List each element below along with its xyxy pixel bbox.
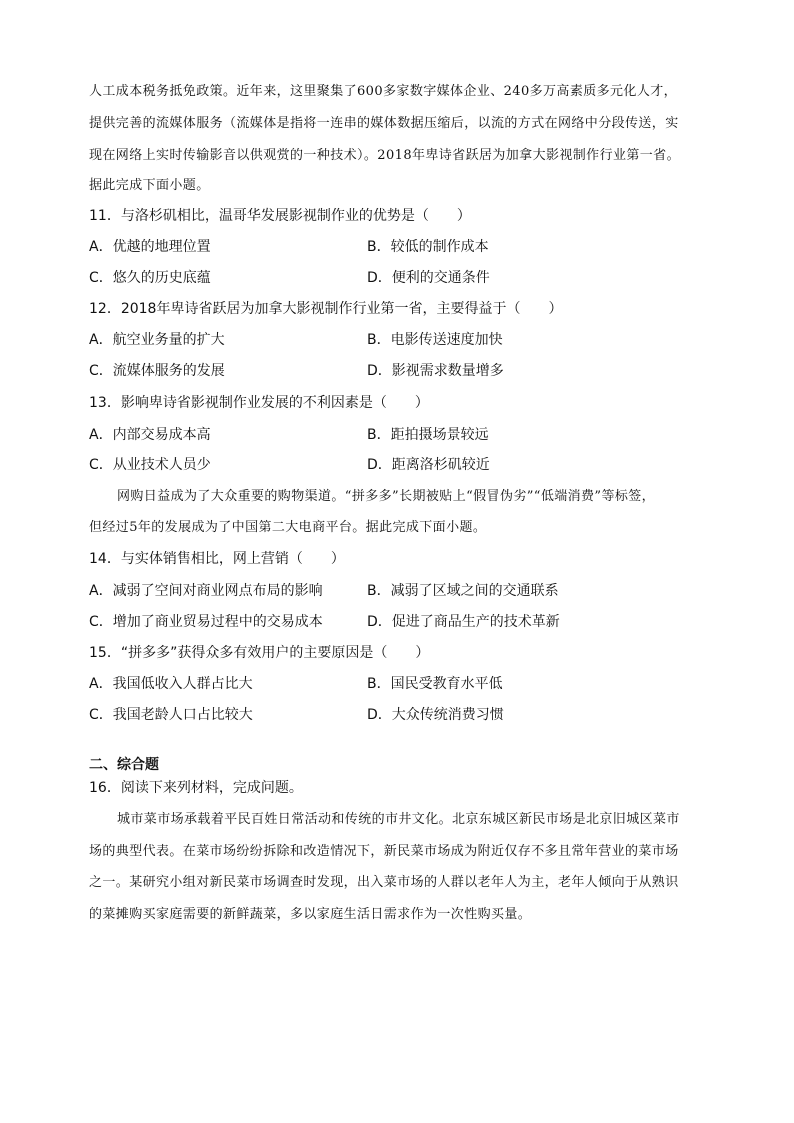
question-11-stem: 11．与洛杉矶相比，温哥华发展影视制作业的优势是（ ） bbox=[89, 208, 471, 224]
material3-line: 城市菜市场承载着平民百姓日常活动和传统的市井文化。北京东城区新民市场是北京旧城区菜市 bbox=[117, 812, 680, 827]
section-2-title: 二、综合题 bbox=[89, 757, 159, 773]
material3-line: 的菜摊购买家庭需要的新鲜蔬菜，多以家庭生活日需求作为一次性购买量。 bbox=[89, 907, 532, 922]
question-13-stem: 13．影响卑诗省影视制作业发展的不利因素是（ ） bbox=[89, 395, 429, 411]
q12-option-b: B．电影传送速度加快 bbox=[367, 332, 503, 348]
q12-option-d: D．影视需求数量增多 bbox=[367, 363, 504, 379]
material1-line: 提供完善的流媒体服务（流媒体是指将一连串的媒体数据压缩后，以流的方式在网络中分段传送，实 bbox=[89, 116, 679, 131]
q13-option-b: B．距拍摄场景较远 bbox=[367, 427, 489, 443]
material2-line: 但经过5年的发展成为了中国第二大电商平台。据此完成下面小题。 bbox=[89, 520, 487, 535]
material1-line: 据此完成下面小题。 bbox=[89, 178, 210, 193]
material3-line: 场的典型代表。在菜市场纷纷拆除和改造情况下，新民菜市场成为附近仅存不多且常年营业的菜市场 bbox=[89, 844, 679, 859]
material2-line: 网购日益成为了大众重要的购物渠道。“拼多多”长期被贴上“假冒伪劣”“低端消费”等标签， bbox=[117, 489, 656, 504]
q14-option-a: A．减弱了空间对商业网点布局的影响 bbox=[89, 583, 323, 599]
q15-option-b: B．国民受教育水平低 bbox=[367, 676, 503, 692]
q11-option-a: A．优越的地理位置 bbox=[89, 239, 211, 255]
q15-option-d: D．大众传统消费习惯 bbox=[367, 707, 504, 723]
material1-line: 人工成本税务抵免政策。近年来，这里聚集了600多家数字媒体企业、240多万高素质多元化人才， bbox=[89, 84, 678, 99]
q13-option-c: C．从业技术人员少 bbox=[89, 457, 211, 473]
q14-option-b: B．减弱了区域之间的交通联系 bbox=[367, 583, 559, 599]
q12-option-c: C．流媒体服务的发展 bbox=[89, 363, 225, 379]
q12-option-a: A．航空业务量的扩大 bbox=[89, 332, 225, 348]
q13-option-a: A．内部交易成本高 bbox=[89, 427, 211, 443]
material3-line: 之一。某研究小组对新民菜市场调查时发现，出入菜市场的人群以老年人为主，老年人倾向于从熟识 bbox=[89, 875, 679, 890]
q14-option-d: D．促进了商品生产的技术革新 bbox=[367, 614, 560, 630]
question-14-stem: 14．与实体销售相比，网上营销（ ） bbox=[89, 551, 345, 567]
q13-option-d: D．距离洛杉矶较近 bbox=[367, 457, 490, 473]
question-15-stem: 15．“拼多多”获得众多有效用户的主要原因是（ ） bbox=[89, 645, 430, 661]
q11-option-c: C．悠久的历史底蕴 bbox=[89, 270, 211, 286]
q14-option-c: C．增加了商业贸易过程中的交易成本 bbox=[89, 614, 323, 630]
q15-option-c: C．我国老龄人口占比较大 bbox=[89, 707, 253, 723]
q15-option-a: A．我国低收入人群占比大 bbox=[89, 676, 253, 692]
question-12-stem: 12．2018年卑诗省跃居为加拿大影视制作行业第一省，主要得益于（ ） bbox=[89, 301, 563, 317]
material1-line: 现在网络上实时传输影音以供观赏的一种技术）。2018年卑诗省跃居为加拿大影视制作行业第一省。 bbox=[89, 148, 680, 163]
q11-option-b: B．较低的制作成本 bbox=[367, 239, 489, 255]
question-16-stem: 16．阅读下来列材料，完成问题。 bbox=[89, 780, 303, 796]
q11-option-d: D．便利的交通条件 bbox=[367, 270, 490, 286]
